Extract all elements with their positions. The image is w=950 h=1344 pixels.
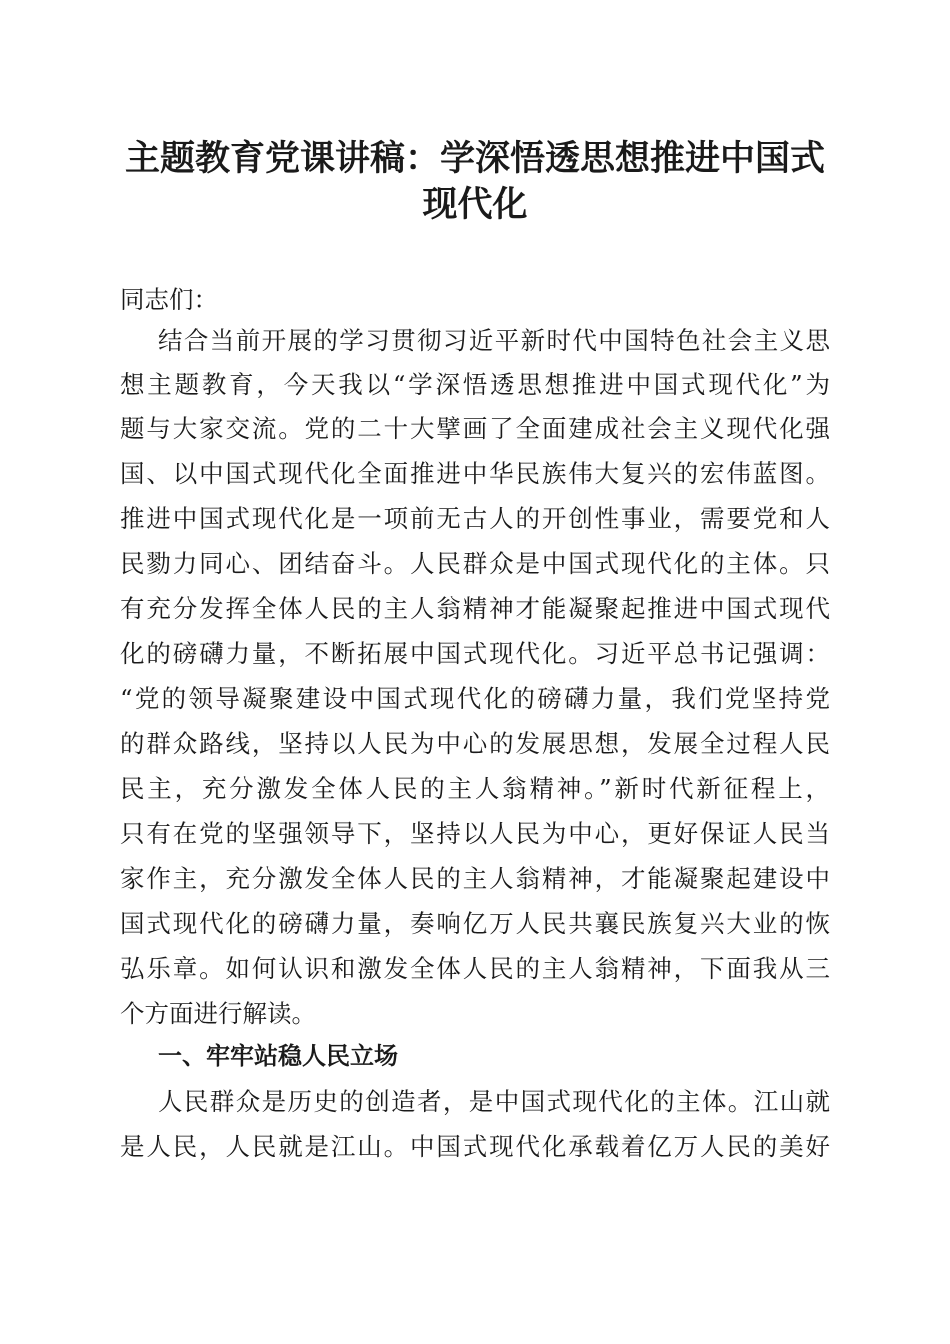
paragraph-1-line: 想主题教育，今天我以“学深悟透思想推进中国式现代化”为: [120, 370, 830, 399]
paragraph-1-line: 有充分发挥全体人民的主人翁精神才能凝聚起推进中国式现代: [120, 594, 830, 623]
paragraph-1-line: 家作主，充分激发全体人民的主人翁精神，才能凝聚起建设中: [120, 864, 830, 893]
document-title-line-1: 主题教育党课讲稿：学深悟透思想推进中国式: [124, 138, 825, 179]
paragraph-1-line: 弘乐章。如何认识和激发全体人民的主人翁精神，下面我从三: [120, 954, 830, 983]
paragraph-1-line: 国、以中国式现代化全面推进中华民族伟大复兴的宏伟蓝图。: [120, 459, 830, 488]
document-title-line-2: 现代化: [422, 184, 528, 225]
paragraph-1-line: 推进中国式现代化是一项前无古人的开创性事业，需要党和人: [120, 504, 830, 533]
paragraph-1-line: “党的领导凝聚建设中国式现代化的磅礴力量，我们党坚持党: [120, 684, 830, 713]
paragraph-1-line: 民勠力同心、团结奋斗。人民群众是中国式现代化的主体。只: [120, 549, 830, 578]
paragraph-1-line: 的群众路线，坚持以人民为中心的发展思想，发展全过程人民: [120, 729, 830, 758]
paragraph-1-line: 民主，充分激发全体人民的主人翁精神。”新时代新征程上，: [120, 774, 830, 803]
salutation: 同志们：: [120, 285, 218, 314]
paragraph-1-line: 个方面进行解读。: [120, 999, 316, 1028]
paragraph-1-line: 国式现代化的磅礴力量，奏响亿万人民共襄民族复兴大业的恢: [120, 909, 830, 938]
paragraph-1-line: 只有在党的坚强领导下，坚持以人民为中心，更好保证人民当: [120, 819, 830, 848]
paragraph-2-line: 人民群众是历史的创造者，是中国式现代化的主体。江山就: [158, 1087, 830, 1116]
paragraph-1-line: 题与大家交流。党的二十大擘画了全面建成社会主义现代化强: [120, 414, 830, 443]
paragraph-2-line: 是人民，人民就是江山。中国式现代化承载着亿万人民的美好: [120, 1132, 830, 1161]
paragraph-1-line: 结合当前开展的学习贯彻习近平新时代中国特色社会主义思: [158, 326, 830, 355]
paragraph-1-line: 化的磅礴力量，不断拓展中国式现代化。习近平总书记强调：: [120, 639, 830, 668]
section-heading: 一、牢牢站稳人民立场: [158, 1042, 398, 1070]
